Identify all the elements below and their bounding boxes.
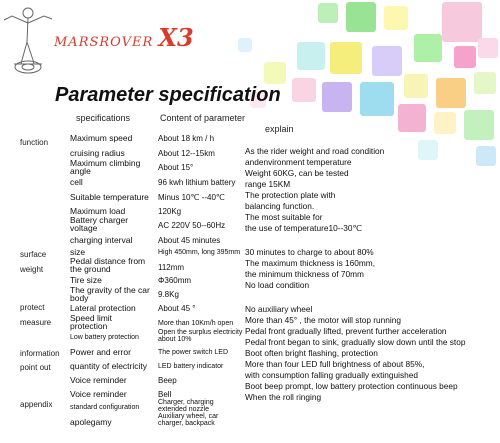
explain-line: The most suitable for bbox=[245, 212, 323, 222]
spec-name: Voice reminder bbox=[70, 389, 127, 399]
explain-line: The protection plate with bbox=[245, 190, 336, 200]
explain-line: No auxiliary wheel bbox=[245, 304, 313, 314]
explain-line: balancing function. bbox=[245, 201, 315, 211]
tile bbox=[264, 62, 286, 84]
tile bbox=[346, 2, 376, 32]
explain-line: the minimum thickness of 70mm bbox=[245, 269, 364, 279]
tile bbox=[404, 74, 428, 98]
spec-value: 9.8Kg bbox=[158, 290, 179, 299]
tile bbox=[398, 104, 426, 132]
header-content: Content of parameter bbox=[160, 113, 246, 123]
explain-line: Boot often bright flashing, protection bbox=[245, 348, 378, 358]
spec-value: Bell bbox=[158, 390, 172, 399]
spec-value: High 450mm, long 395mm bbox=[158, 249, 241, 256]
spec-value: Beep bbox=[158, 376, 177, 385]
explain-line: Pedal front gradually lifted, prevent further acceleration bbox=[245, 326, 447, 336]
spec-value: 120Kg bbox=[158, 207, 182, 216]
spec-value: The power switch LED bbox=[158, 349, 229, 356]
spec-value: Open the surplus electricity about 10% bbox=[158, 329, 243, 343]
spec-value: LED battery indicator bbox=[158, 363, 224, 370]
category-information: information bbox=[20, 349, 60, 358]
spec-value: Auxiliary wheel, car charger, backpack bbox=[158, 413, 219, 427]
tile bbox=[372, 46, 402, 76]
spec-value: 96 kwh lithium battery bbox=[158, 178, 236, 187]
explain-line: Pedal front began to sink, gradually slow down until the stop bbox=[245, 337, 466, 347]
explain-line: the use of temperature10--30℃ bbox=[245, 223, 362, 233]
spec-name: Lateral protection bbox=[70, 303, 136, 313]
tile bbox=[476, 146, 496, 166]
spec-name: Suitable temperature bbox=[70, 192, 149, 202]
spec-name: Maximum climbing angle bbox=[70, 158, 141, 176]
spec-name: Tire size bbox=[70, 275, 102, 285]
header-explain: explain bbox=[265, 124, 294, 134]
spec-name: Maximum load bbox=[70, 206, 126, 216]
explain-line: More than 45° , the motor will stop running bbox=[245, 315, 401, 325]
spec-name: apolegamy bbox=[70, 417, 112, 427]
spec-name: cruising radius bbox=[70, 148, 125, 158]
category-measure: measure bbox=[20, 318, 52, 327]
brand-model: X3 bbox=[158, 23, 194, 52]
tile bbox=[442, 2, 482, 42]
tile bbox=[436, 78, 466, 108]
spec-name: Pedal distance from the ground bbox=[70, 256, 146, 274]
category-protect: protect bbox=[20, 303, 45, 312]
tile bbox=[478, 38, 498, 58]
spec-value: 112mm bbox=[158, 263, 185, 272]
spec-value: About 45 minutes bbox=[158, 236, 221, 245]
category-function: function bbox=[20, 138, 49, 147]
page-title: Parameter specification bbox=[55, 84, 281, 106]
spec-name: standard configuration bbox=[70, 404, 140, 411]
explain-line: More than four LED full brightness of about 85%, bbox=[245, 359, 425, 369]
spec-name: Speed limit protection bbox=[70, 313, 113, 331]
spec-value: Minus 10℃ --40℃ bbox=[158, 193, 225, 202]
explain-line: As the rider weight and road condition bbox=[245, 146, 385, 156]
spec-value: About 45 ° bbox=[158, 304, 196, 313]
spec-name: quantity of electricity bbox=[70, 361, 148, 371]
tile bbox=[318, 3, 338, 23]
explain-line: with consumption falling gradually extinguished bbox=[245, 370, 418, 380]
spec-value: Φ360mm bbox=[158, 276, 192, 285]
explain-line: No load condition bbox=[245, 280, 310, 290]
spec-value: Charger, charging extended nozzle bbox=[158, 399, 214, 413]
spec-name: Voice reminder bbox=[70, 375, 127, 385]
header-specifications: specifications bbox=[76, 113, 131, 123]
category-appendix: appendix bbox=[20, 400, 53, 409]
spec-name: The gravity of the car body bbox=[70, 285, 150, 303]
rider-illustration-icon bbox=[2, 4, 54, 76]
tile bbox=[414, 34, 442, 62]
tile bbox=[297, 42, 325, 70]
explain-line: 30 minutes to charge to about 80% bbox=[245, 247, 374, 257]
spec-name: Maximum speed bbox=[70, 133, 133, 143]
tile bbox=[292, 78, 316, 102]
explain-line: range 15KM bbox=[245, 179, 291, 189]
spec-value: About 15° bbox=[158, 163, 194, 172]
brand-logo bbox=[54, 23, 194, 52]
tile bbox=[474, 72, 496, 94]
tile bbox=[322, 82, 352, 112]
category-weight: weight bbox=[20, 265, 44, 274]
tile bbox=[360, 82, 394, 116]
spec-name: Battery charger voltage bbox=[70, 215, 129, 233]
tile bbox=[434, 112, 456, 134]
tile bbox=[238, 38, 252, 52]
category-surface: surface bbox=[20, 250, 47, 259]
tile bbox=[454, 46, 476, 68]
tile bbox=[464, 110, 494, 140]
spec-value: AC 220V 50--60Hz bbox=[158, 221, 226, 230]
explain-line: When the roll ringing bbox=[245, 392, 322, 402]
brand-name: MARSROVER bbox=[54, 35, 154, 50]
explain-line: The maximum thickness is 160mm, bbox=[245, 258, 376, 268]
explain-line: Weight 60KG, can be tested bbox=[245, 168, 349, 178]
spec-name: size bbox=[70, 247, 86, 257]
explain-line: Boot beep prompt, low battery protection continuous beep bbox=[245, 381, 458, 391]
category-point-out: point out bbox=[20, 363, 51, 372]
spec-name: Low battery protection bbox=[70, 334, 139, 341]
tile bbox=[330, 42, 362, 74]
explain-line: andenvironment temperature bbox=[245, 157, 352, 167]
tile bbox=[384, 6, 408, 30]
spec-value: About 12--15km bbox=[158, 149, 215, 158]
spec-name: Power and error bbox=[70, 347, 131, 357]
spec-value: About 18 km / h bbox=[158, 134, 215, 143]
spec-value: More than 10Km/h open bbox=[158, 320, 234, 327]
spec-name: charging interval bbox=[70, 235, 133, 245]
tile bbox=[418, 140, 438, 160]
spec-name: cell bbox=[70, 177, 83, 187]
